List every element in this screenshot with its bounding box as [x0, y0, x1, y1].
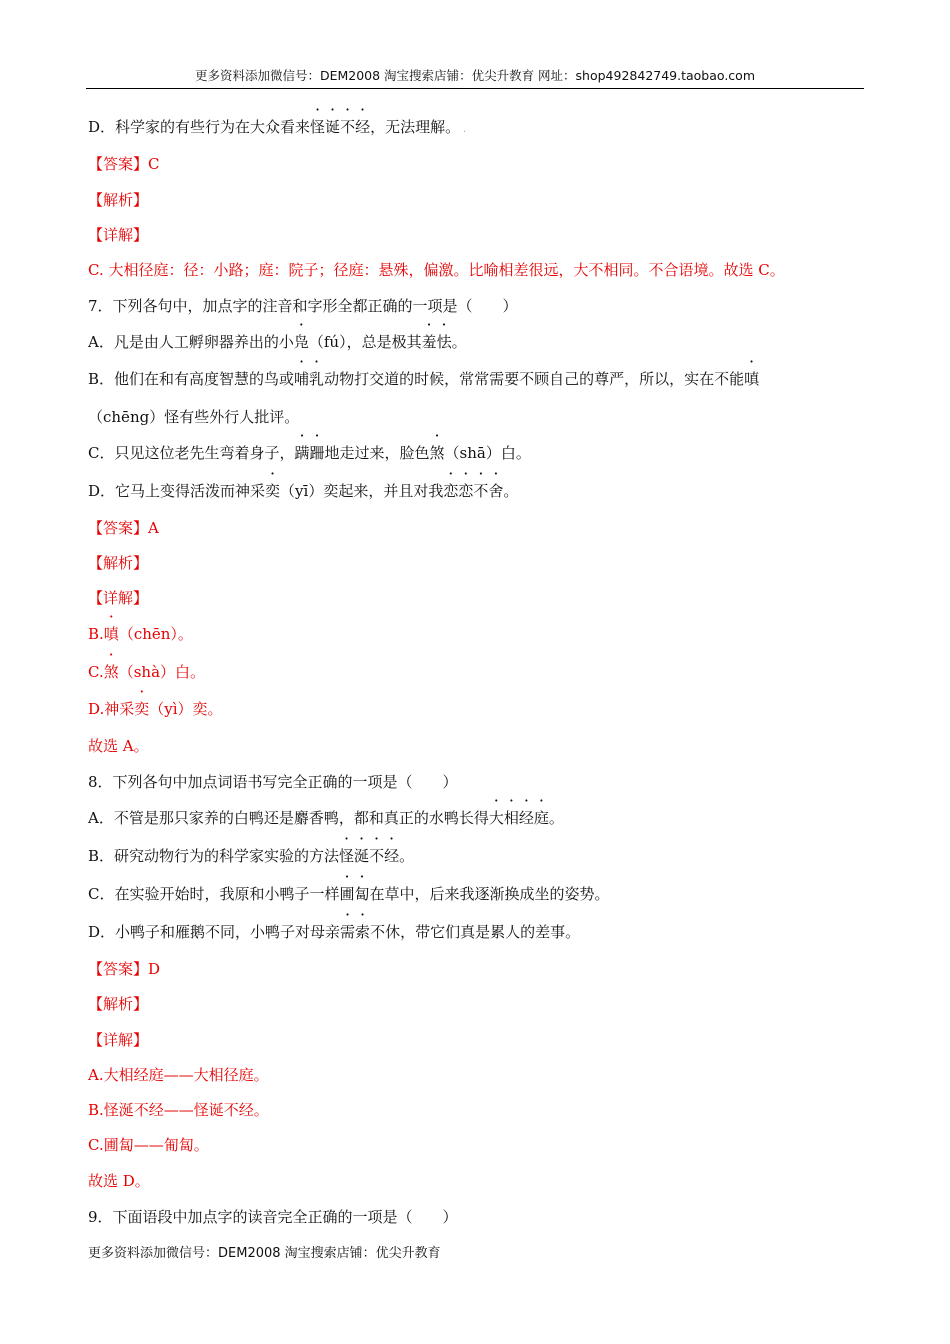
dotted-char: 奕	[134, 700, 150, 718]
dotted-char: 煞	[103, 663, 119, 681]
q8-option-a	[88, 805, 878, 831]
option-text: D．它马上变得活泼而神采	[88, 482, 266, 500]
q7-option-b-cont: （chēng）怪有些外行人批评。	[88, 408, 300, 426]
dotted-char: 大	[488, 809, 504, 827]
option-text: 。	[399, 847, 415, 865]
dotted-char: 不	[340, 118, 356, 136]
dotted-char: 哺	[294, 370, 310, 388]
option-text: 。	[548, 809, 564, 827]
q7-option-b	[88, 366, 878, 392]
q7-explain-c	[88, 659, 878, 685]
q7-detail: 【详解】	[88, 589, 149, 607]
option-text: A．不管是那只家养的白鸭还是麝香鸭，都和真正的水鸭长得	[88, 809, 489, 827]
dotted-char: 匐	[354, 885, 370, 903]
page-footer: 更多资料添加微信号：DEM2008 淘宝搜索店铺：优尖升教育	[88, 1246, 441, 1261]
option-text: （shā）白。	[444, 444, 531, 462]
q8-option-b	[88, 843, 878, 869]
q8-detail: 【详解】	[88, 1031, 149, 1049]
dotted-char: 涎	[354, 847, 370, 865]
explain-text: （chēn）。	[118, 625, 193, 643]
dotted-char: 经	[518, 809, 534, 827]
dotted-char: 经	[355, 118, 371, 136]
q7-analysis: 【解析】	[88, 554, 149, 572]
q7-explain-d	[88, 696, 878, 722]
option-text: A．凡是由人工孵卵器养出的小	[88, 333, 294, 351]
q8-conclusion: 故选 D。	[88, 1172, 150, 1190]
option-text: 。	[503, 482, 519, 500]
dotted-char: 庭	[533, 809, 549, 827]
q9-stem: 9．下面语段中加点字的读音完全正确的一项是（ ）	[88, 1208, 458, 1226]
explain-text: C.	[88, 663, 104, 681]
q6-option-d-tail: ，无法理解。	[370, 118, 461, 136]
q7-answer: 【答案】A	[88, 519, 159, 537]
option-text: B．他们在和有高度智慧的鸟或	[88, 370, 295, 388]
q8-explain-b: B.怪涎不经——怪诞不经。	[88, 1101, 269, 1119]
option-text: C．只见这位老先生弯着身子，	[88, 444, 295, 462]
q7-explain-b	[88, 621, 878, 647]
q8-option-c	[88, 881, 878, 907]
dotted-char: 需	[340, 923, 356, 941]
dotted-char: 经	[384, 847, 400, 865]
q7-option-a	[88, 329, 878, 355]
option-text: D．小鸭子和雁鹅不同，小鸭子对母亲	[88, 923, 341, 941]
q6-answer: 【答案】C	[88, 155, 160, 173]
option-text: 不休，带它们真是累人的差事。	[370, 923, 581, 941]
q6-detail: 【详解】	[88, 226, 149, 244]
dotted-char: 凫	[293, 333, 309, 351]
q8-explain-a: A.大相经庭——大相径庭。	[88, 1066, 269, 1084]
explain-text: B.	[88, 625, 104, 643]
dotted-char: 索	[355, 923, 371, 941]
q6-explanation: C. 大相径庭：径：小路；庭：院子；径庭：悬殊，偏激。比喻相差很远，大不相同。不合语境。故选 C。	[88, 261, 785, 279]
dotted-char: 诞	[325, 118, 341, 136]
dotted-char: 嗔	[744, 370, 760, 388]
q8-answer: 【答案】D	[88, 960, 161, 978]
option-text: 动物打交道的时候，常常需要不顾自己的尊严，所以，实在不能	[324, 370, 745, 388]
dotted-char: 不	[473, 482, 489, 500]
option-text: B．研究动物行为的科学家实验的方法	[88, 847, 340, 865]
option-text: （yī）奕起来，并且对我	[280, 482, 444, 500]
q8-option-d	[88, 919, 878, 945]
dotted-char: 乳	[309, 370, 325, 388]
page-header: 更多资料添加微信号：DEM2008 淘宝搜索店铺：优尖升教育 网址：shop492842749.taobao.com	[86, 66, 864, 89]
q8-stem: 8．下列各句中加点词语书写完全正确的一项是（ ）	[88, 773, 458, 791]
q6-analysis: 【解析】	[88, 191, 149, 209]
option-text: 。	[451, 333, 467, 351]
dotted-char: 相	[503, 809, 519, 827]
q8-explain-c: C.圃匐——匍匐。	[88, 1136, 209, 1154]
dotted-char: 蹒	[294, 444, 310, 462]
dotted-char: 煞	[429, 444, 445, 462]
explain-text: （yì）奕。	[149, 700, 223, 718]
option-text: C．在实验开始时，我原和小鸭子一样	[88, 885, 340, 903]
explain-text: （shà）白。	[118, 663, 206, 681]
q7-option-c	[88, 440, 878, 466]
option-text: 在草中，后来我逐渐换成坐的姿势。	[369, 885, 610, 903]
dotted-char: 恋	[458, 482, 474, 500]
dotted-char: 圃	[339, 885, 355, 903]
q6-option-d: D．科学家的有些行为在大众看来怪诞不经，无法理解。 .	[88, 114, 878, 143]
q7-stem: 7．下列各句中，加点字的注音和字形全都正确的一项是（ ）	[88, 297, 518, 315]
dotted-char: 羞	[421, 333, 437, 351]
dotted-char: 跚	[309, 444, 325, 462]
option-text: （fú），总是极其	[308, 333, 422, 351]
dotted-char: 恋	[443, 482, 459, 500]
q8-analysis: 【解析】	[88, 995, 149, 1013]
dotted-char: 嗔	[103, 625, 119, 643]
q7-option-d	[88, 478, 878, 504]
dotted-char: 怪	[339, 847, 355, 865]
explain-text: D.神采	[88, 700, 135, 718]
dotted-char: 奕	[265, 482, 281, 500]
dotted-char: 怪	[310, 118, 326, 136]
dotted-char: 怯	[436, 333, 452, 351]
option-text: 地走过来，脸色	[324, 444, 430, 462]
q7-conclusion: 故选 A。	[88, 737, 149, 755]
q6-option-d-text: D．科学家的有些行为在大众看来	[88, 118, 311, 136]
dotted-char: 舍	[488, 482, 504, 500]
dotted-char: 不	[369, 847, 385, 865]
